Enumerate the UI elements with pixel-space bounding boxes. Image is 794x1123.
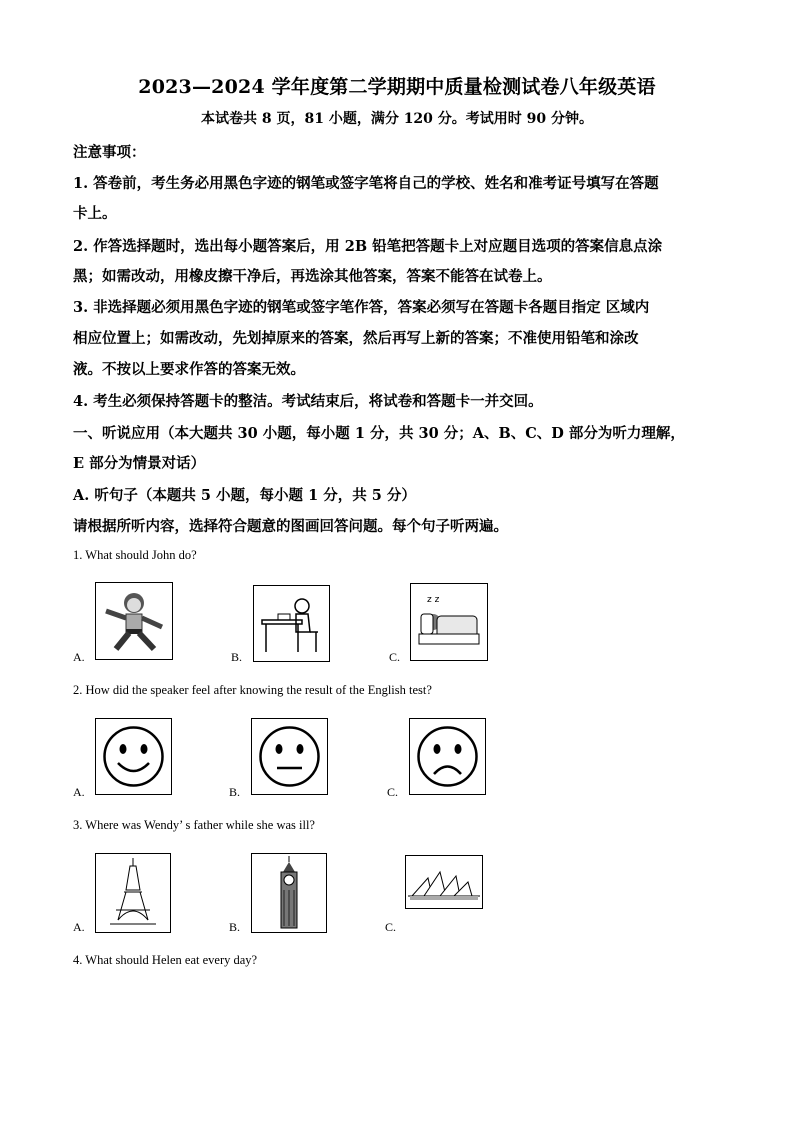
svg-text:z z: z z [427,595,440,605]
sleeping-person-icon [410,583,488,661]
section-heading: 一、听说应用（本大题共 30 小题，每小题 1 分，共 30 分；A、B、C、D 部分为听力理解， [73,425,685,442]
option-b: B. [229,920,241,934]
notice-heading: 注意事项： [73,144,146,161]
notice-item-1-cont: 卡上。 [73,205,117,222]
option-b: B. [231,650,243,664]
sydney-opera-house-icon [405,855,483,909]
question-1: 1. What should John do? [73,548,197,562]
page-title: 2023—2024 学年度第二学期期中质量检测试卷八年级英语 [138,76,656,98]
part-a-heading: A. 听句子（本题共 5 小题，每小题 1 分，共 5 分） [73,487,416,504]
notice-item-2: 2. 作答选择题时，选出每小题答案后，用 2B 铅笔把答题卡上对应题目选项的答案信息点涂 [73,238,663,255]
kung-fu-boy-icon [95,582,173,660]
part-a-instruction: 请根据所听内容，选择符合题意的图画回答问题。每个句子听两遍。 [73,518,508,535]
exam-info: 本试卷共 8 页，81 小题，满分 120 分。考试用时 90 分钟。 [200,111,594,127]
option-c: C. [387,785,399,799]
question-4: 4. What should Helen eat every day? [73,953,258,967]
option-c: C. [385,920,397,934]
question-3: 3. Where was Wendy’ s father while she was ill? [73,818,315,832]
sad-face-icon [409,718,486,795]
option-c: C. [389,650,401,664]
option-a: A. [73,785,85,799]
section-heading-cont: E 部分为情景对话） [73,455,206,472]
notice-item-2-cont: 黑；如需改动，用橡皮擦干净后，再选涂其他答案，答案不能答在试卷上。 [73,268,552,285]
notice-item-3-cont: 相应位置上；如需改动，先划掉原来的答案，然后再写上新的答案；不准使用铅笔和涂改 [73,330,639,347]
studying-student-icon [253,585,330,662]
option-b: B. [229,785,241,799]
option-a: A. [73,650,85,664]
eiffel-tower-icon [95,853,171,933]
notice-item-1: 1. 答卷前，考生务必用黑色字迹的钢笔或签字笔将自己的学校、姓名和准考证号填写在答题 [73,175,659,192]
option-a: A. [73,920,85,934]
big-ben-icon [251,853,327,933]
neutral-face-icon [251,718,328,795]
notice-item-4: 4. 考生必须保持答题卡的整洁。考试结束后，将试卷和答题卡一并交回。 [73,393,543,410]
notice-item-3: 3. 非选择题必须用黑色字迹的钢笔或签字笔作答，答案必须写在答题卡各题目指定 区域内 [73,299,650,316]
happy-face-icon [95,718,172,795]
question-2: 2. How did the speaker feel after knowing the result of the English test? [73,683,432,697]
notice-item-3-cont2: 液。不按以上要求作答的答案无效。 [73,361,305,378]
